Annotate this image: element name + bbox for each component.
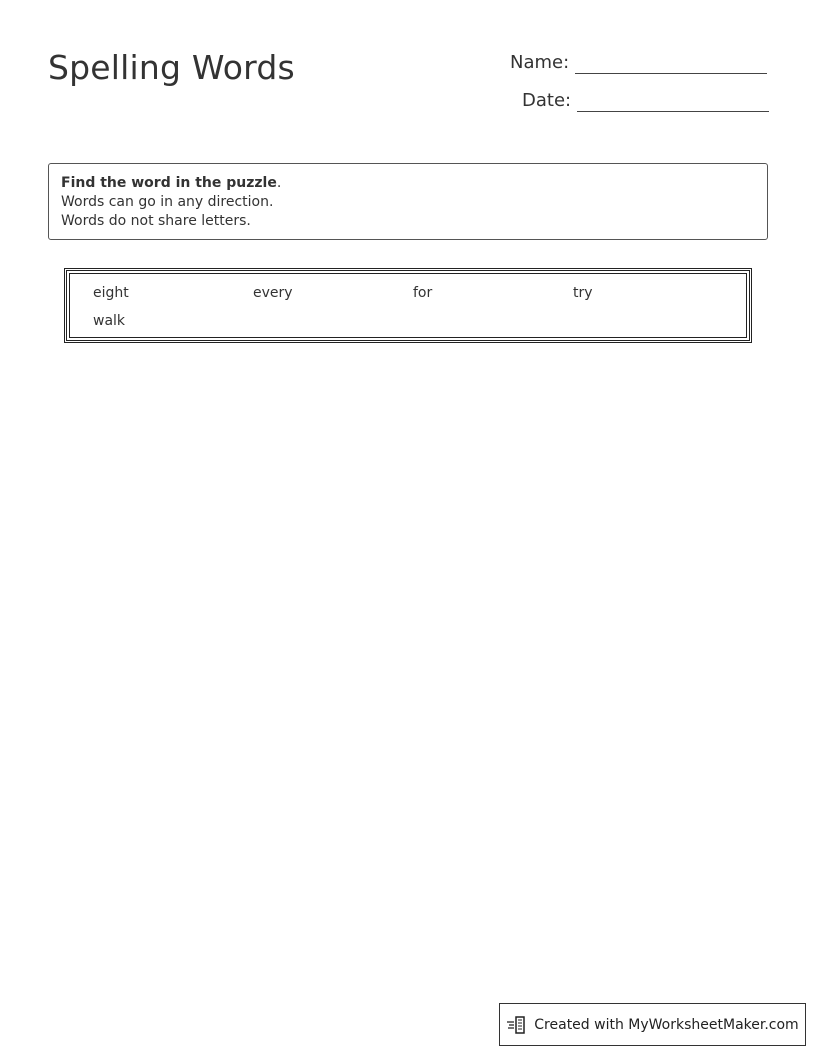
word-item-walk: walk (93, 313, 126, 329)
word-list-box (64, 268, 752, 343)
word-item-try: try (573, 285, 593, 301)
name-label: Name: (510, 52, 570, 73)
word-item-for: for (413, 285, 433, 301)
date-label: Date: (522, 90, 572, 111)
instruction-line-3: Words do not share letters. (61, 213, 251, 229)
instruction-bold-text: Find the word in the puzzle (61, 175, 277, 191)
name-blank-line[interactable] (575, 52, 767, 74)
instruction-line-2: Words can go in any direction. (61, 194, 274, 210)
word-item-every: every (253, 285, 293, 301)
name-field-row (510, 52, 767, 74)
date-field-row (522, 90, 769, 112)
worksheet-maker-logo-icon (506, 1015, 528, 1035)
instructions-box (48, 163, 768, 240)
instruction-line-1 (61, 174, 755, 193)
footer-credit[interactable] (499, 1003, 806, 1046)
page-title: Spelling Words (48, 48, 295, 87)
date-blank-line[interactable] (577, 90, 769, 112)
instruction-period: . (276, 175, 282, 191)
footer-text: Created with MyWorksheetMaker.com (534, 1016, 799, 1033)
word-item-eight: eight (93, 285, 129, 301)
